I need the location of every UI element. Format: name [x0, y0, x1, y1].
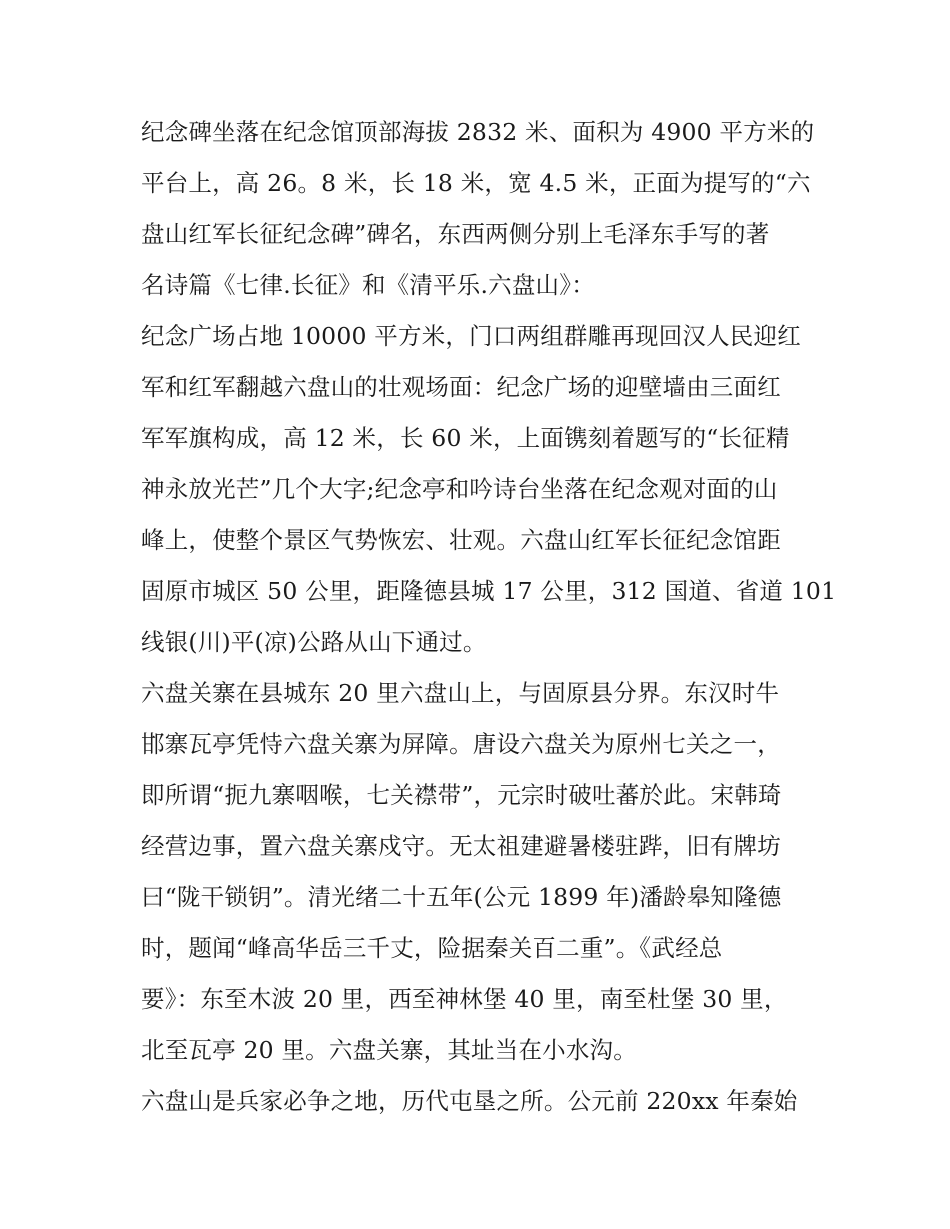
text-line: 纪念碑坐落在纪念馆顶部海拔 2832 米、面积为 4900 平方米的 — [141, 118, 815, 146]
text-line: 平台上，高 26。8 米，长 18 米，宽 4.5 米，正面为提写的“六 — [141, 169, 811, 197]
text-line: 经营边事，置六盘关寨戍守。无太祖建避暑楼驻跸，旧有牌坊 — [141, 832, 781, 860]
text-line: 军军旗构成，高 12 米，长 60 米，上面镌刻着题写的“长征精 — [141, 424, 790, 452]
text-line: 即所谓“扼九寨咽喉，七关襟带”，元宗时破吐蕃於此。宋韩琦 — [141, 781, 782, 809]
text-line: 邯寨瓦亭凭恃六盘关寨为屏障。唐设六盘关为原州七关之一， — [141, 730, 781, 758]
text-line: 要》：东至木波 20 里，西至神林堡 40 里，南至杜堡 30 里， — [141, 985, 788, 1013]
text-line: 名诗篇《七律.长征》和《清平乐.六盘山》： — [141, 271, 595, 299]
text-line: 曰“陇干锁钥”。清光绪二十五年(公元 1899 年)潘龄皋知隆德 — [141, 883, 782, 911]
text-line: 军和红军翻越六盘山的壮观场面：纪念广场的迎壁墙由三面红 — [141, 373, 781, 401]
document-body — [141, 107, 837, 1127]
text-line: 六盘山是兵家必争之地，历代屯垦之所。公元前 220xx 年秦始 — [141, 1087, 798, 1115]
text-line: 六盘关寨在县城东 20 里六盘山上，与固原县分界。东汉时牛 — [141, 679, 780, 707]
text-line: 神永放光芒”几个大字;纪念亭和吟诗台坐落在纪念观对面的山 — [141, 475, 778, 503]
text-line: 盘山红军长征纪念碑”碑名，东西两侧分别上毛泽东手写的著 — [141, 220, 770, 248]
text-line: 北至瓦亭 20 里。六盘关寨，其址当在小水沟。 — [141, 1036, 637, 1064]
text-line: 固原市城区 50 公里，距隆德县城 17 公里，312 国道、省道 101 — [141, 577, 837, 605]
text-line: 线银(川)平(凉)公路从山下通过。 — [141, 628, 487, 656]
text-line: 纪念广场占地 10000 平方米，门口两组群雕再现回汉人民迎红 — [141, 322, 801, 350]
text-line: 峰上，使整个景区气势恢宏、壮观。六盘山红军长征纪念馆距 — [141, 526, 781, 554]
text-line: 时，题闻“峰高华岳三千丈，险据秦关百二重”。《武经总 — [141, 934, 723, 962]
